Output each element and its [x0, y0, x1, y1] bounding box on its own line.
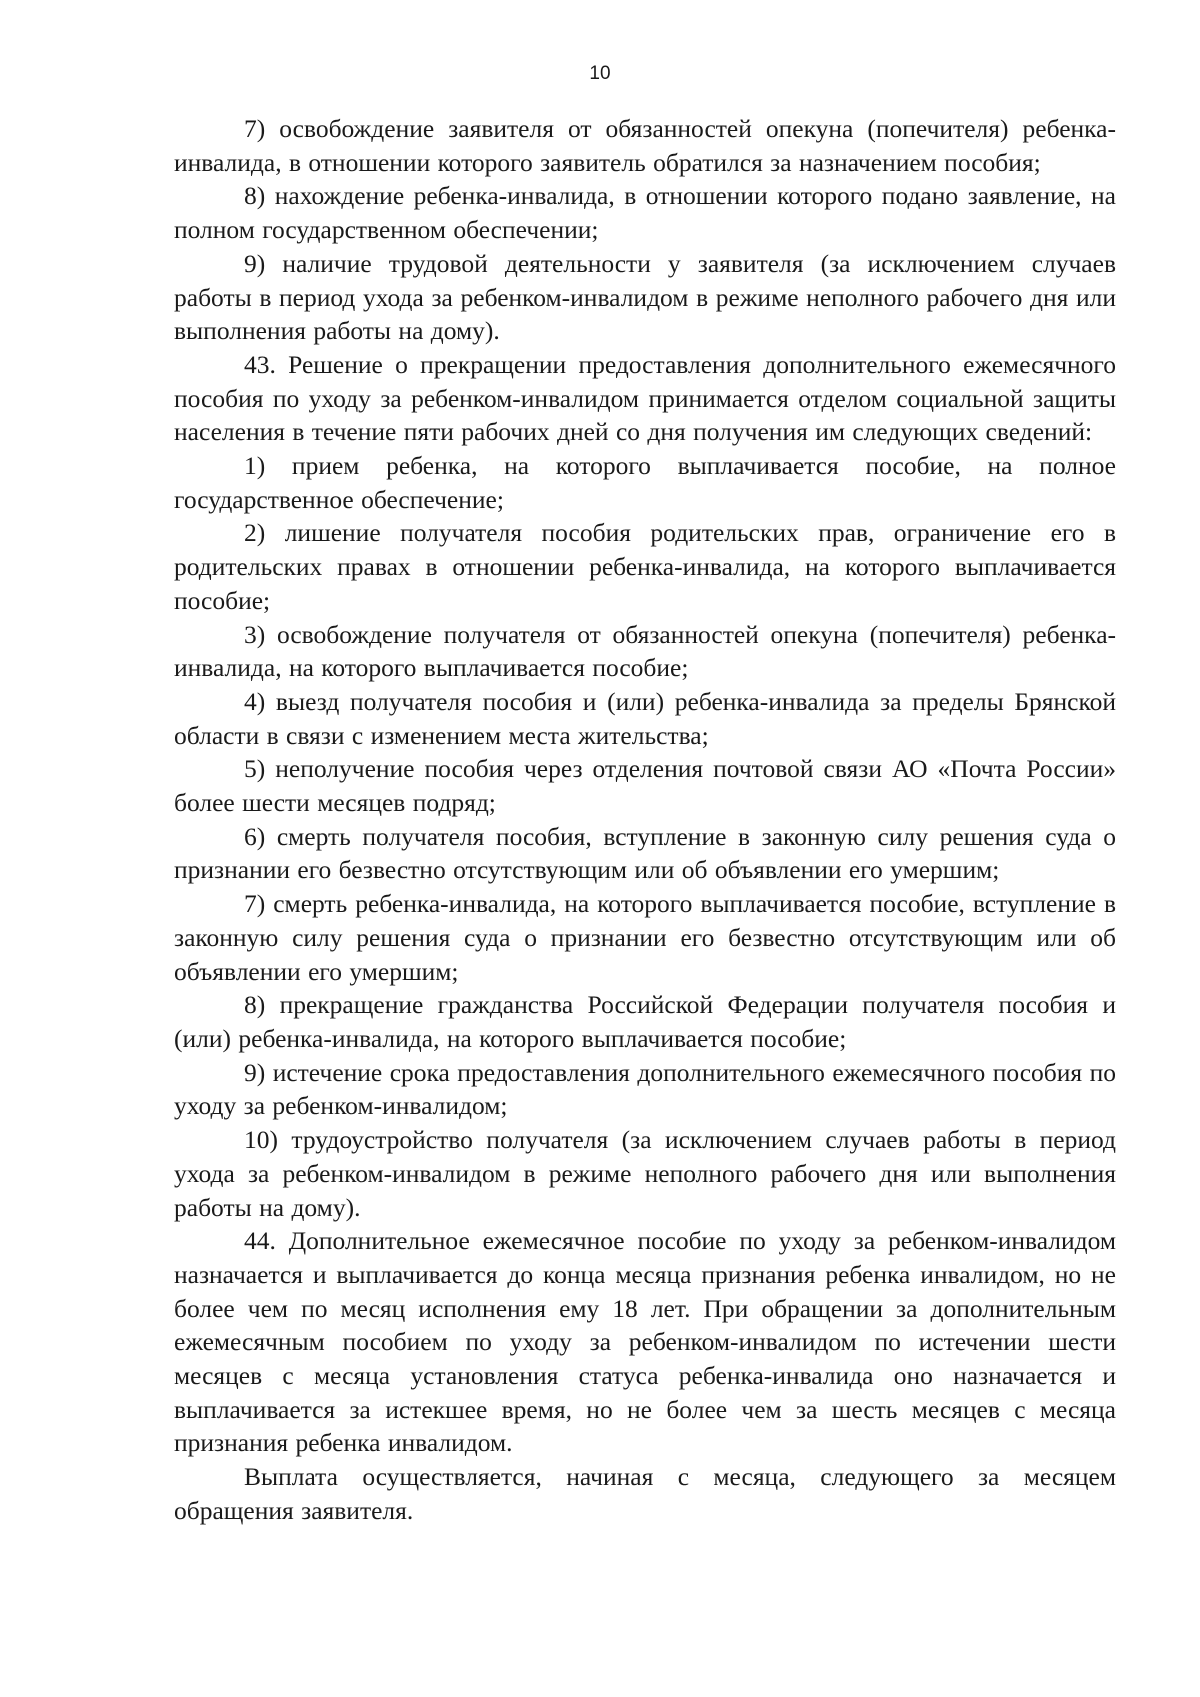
- document-body: [174, 112, 1116, 1528]
- paragraph-item-7-guardian-release: 7) освобождение заявителя от обязанностей опекуна (попечителя) ребенка-инвалида, в отношении которого заявитель обратился за назначением пособия;: [174, 114, 1116, 177]
- page-number: 10: [589, 63, 611, 84]
- paragraph-43-item-6: 6) смерть получателя пособия, вступление в законную силу решения суда о признании его безвестно отсутствующим или об объявлении его умершим;: [174, 821, 1116, 885]
- paragraph-43-item-3: 3) освобождение получателя от обязанностей опекуна (попечителя) ребенка-инвалида, на которого выплачивается пособие;: [174, 619, 1116, 683]
- paragraph-43-item-1: 1) прием ребенка, на которого выплачивается пособие, на полное государственное обеспечение;: [174, 451, 1116, 514]
- paragraph-43-item-8: 8) прекращение гражданства Российской Федерации получателя пособия и (или) ребенка-инвалида, на которого выплачивается пособие;: [174, 990, 1116, 1053]
- paragraph-payment-start: Выплата осуществляется, начиная с месяца, следующего за месяцем обращения заявителя.: [174, 1462, 1116, 1525]
- paragraph-section-44: 44. Дополнительное ежемесячное пособие по уходу за ребенком-инвалидом назначается и выплачивается до конца месяца признания ребенка инвалидом, но не более чем по месяц исполнения ему 18 лет. При обращении за дополнительным ежемесячным пособием по уходу за ребенком-инвалидом по истечении шести месяцев с месяца установления статуса ребенка-инвалида оно назначается и выплачивается за истекшее время, но не более чем за шесть месяцев с месяца признания ребенка инвалидом.: [174, 1226, 1116, 1458]
- paragraph-43-item-7: 7) смерть ребенка-инвалида, на которого выплачивается пособие, вступление в законную силу решения суда о признании его безвестно отсутствующим или об объявлении его умершим;: [174, 889, 1116, 986]
- paragraph-43-item-5: 5) неполучение пособия через отделения почтовой связи АО «Почта России» более шести месяцев подряд;: [174, 754, 1116, 818]
- paragraph-section-43: 43. Решение о прекращении предоставления дополнительного ежемесячного пособия по уходу за ребенком-инвалидом принимается отделом социальной защиты населения в течение пяти рабочих дней со дня получения им следующих сведений:: [174, 349, 1116, 447]
- paragraph-43-item-4: 4) выезд получателя пособия и (или) ребенка-инвалида за пределы Брянской области в связи с изменением места жительства;: [174, 686, 1116, 750]
- paragraph-43-item-10: 10) трудоустройство получателя (за исключением случаев работы в период ухода за ребенком-инвалидом в режиме неполного рабочего дня или выполнения работы на дому).: [174, 1125, 1116, 1222]
- paragraph-item-8-state-support: 8) нахождение ребенка-инвалида, в отношении которого подано заявление, на полном государственном обеспечении;: [174, 181, 1116, 245]
- paragraph-43-item-9: 9) истечение срока предоставления дополнительного ежемесячного пособия по уходу за ребенком-инвалидом;: [174, 1057, 1116, 1121]
- paragraph-43-item-2: 2) лишение получателя пособия родительских прав, ограничение его в родительских правах в отношении ребенка-инвалида, на которого выплачивается пособие;: [174, 518, 1116, 615]
- paragraph-item-9-employment: 9) наличие трудовой деятельности у заявителя (за исключением случаев работы в период ухода за ребенком-инвалидом в режиме неполного рабочего дня или выполнения работы на дому).: [174, 248, 1116, 346]
